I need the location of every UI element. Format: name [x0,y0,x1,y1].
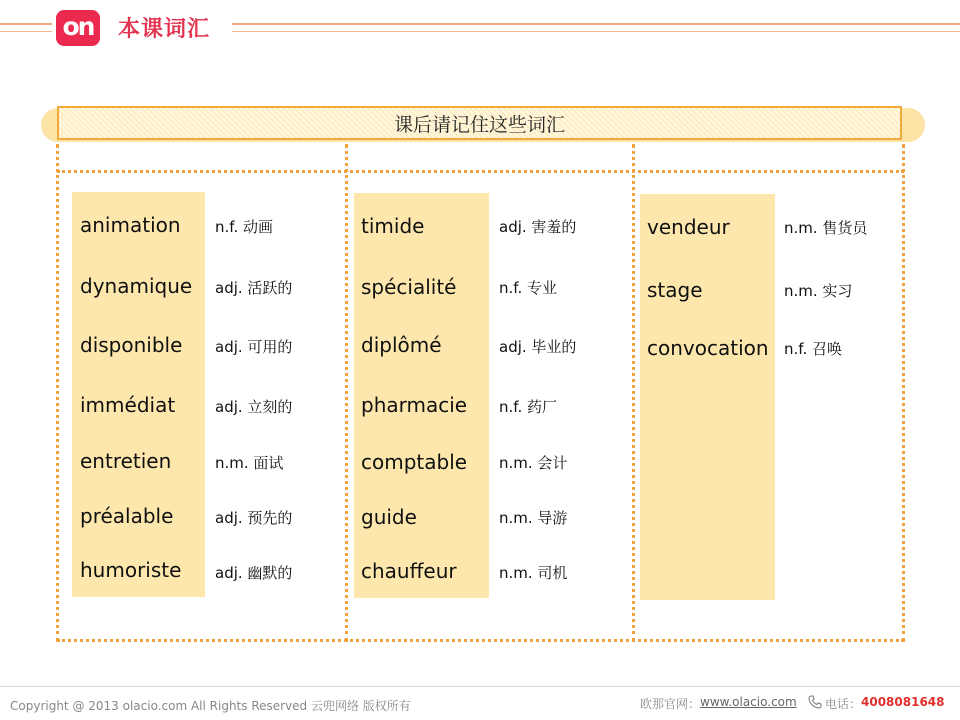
vocabulary-banner [57,106,902,140]
phone-number: 4008081648 [861,695,945,709]
vocab-word: convocation [647,336,769,360]
vocab-word: diplômé [361,333,442,357]
banner-text: 课后请记住这些词汇 [393,113,565,136]
copyright-text: Copyright @ 2013 olacio.com All Rights Reserved 云兜网络 版权所有 [10,699,411,713]
column-3-word-background [640,194,775,600]
vocab-definition: n.f. 药厂 [499,398,558,416]
frame-right-border [902,144,905,642]
vocab-definition: adj. 可用的 [215,338,293,356]
vocab-definition: adj. 幽默的 [215,564,293,582]
header-line-left-bottom [0,31,52,32]
vocab-definition: adj. 预先的 [215,509,293,527]
header-line-right-bottom [232,31,960,32]
footer-divider [0,686,960,687]
vocab-definition: adj. 毕业的 [499,338,577,356]
vocab-word: timide [361,214,425,238]
vocab-definition: n.m. 会计 [499,454,568,472]
phone-icon [808,695,822,709]
vocab-definition: n.m. 司机 [499,564,568,582]
header-line-left-top [0,23,52,25]
frame-left-border [56,144,59,642]
vocab-definition: n.f. 召唤 [784,340,843,358]
page-title: 本课词汇 [118,17,211,42]
column-divider-1 [345,144,348,642]
vocab-definition: adj. 活跃的 [215,279,293,297]
vocab-word: immédiat [80,393,176,417]
vocab-word: humoriste [80,558,182,582]
official-site-link[interactable]: www.olacio.com [700,695,797,709]
vocab-word: comptable [361,450,468,474]
vocab-word: guide [361,505,417,529]
official-site-label: 欧那官网： [640,697,701,711]
vocab-word: spécialité [361,275,457,299]
vocab-word: vendeur [647,215,730,239]
phone-label: 电话： [825,697,862,711]
vocab-definition: n.m. 售货员 [784,219,868,237]
vocab-word: entretien [80,449,172,473]
vocab-word: chauffeur [361,559,457,583]
olacio-logo: on [56,10,100,46]
vocab-word: stage [647,278,703,302]
vocab-word: préalable [80,504,174,528]
vocab-word: animation [80,213,181,237]
vocab-word: disponible [80,333,183,357]
frame-top-border [57,170,904,173]
vocab-definition: n.m. 实习 [784,282,853,300]
vocab-definition: n.m. 面试 [215,454,284,472]
vocab-definition: n.m. 导游 [499,509,568,527]
vocab-word: pharmacie [361,393,468,417]
vocab-definition: n.f. 专业 [499,279,558,297]
frame-bottom-border [57,639,904,642]
vocab-word: dynamique [80,274,193,298]
vocab-definition: adj. 立刻的 [215,398,293,416]
vocab-definition: n.f. 动画 [215,218,274,236]
header-line-right-top [232,23,960,25]
column-divider-2 [632,144,635,642]
vocab-definition: adj. 害羞的 [499,218,577,236]
